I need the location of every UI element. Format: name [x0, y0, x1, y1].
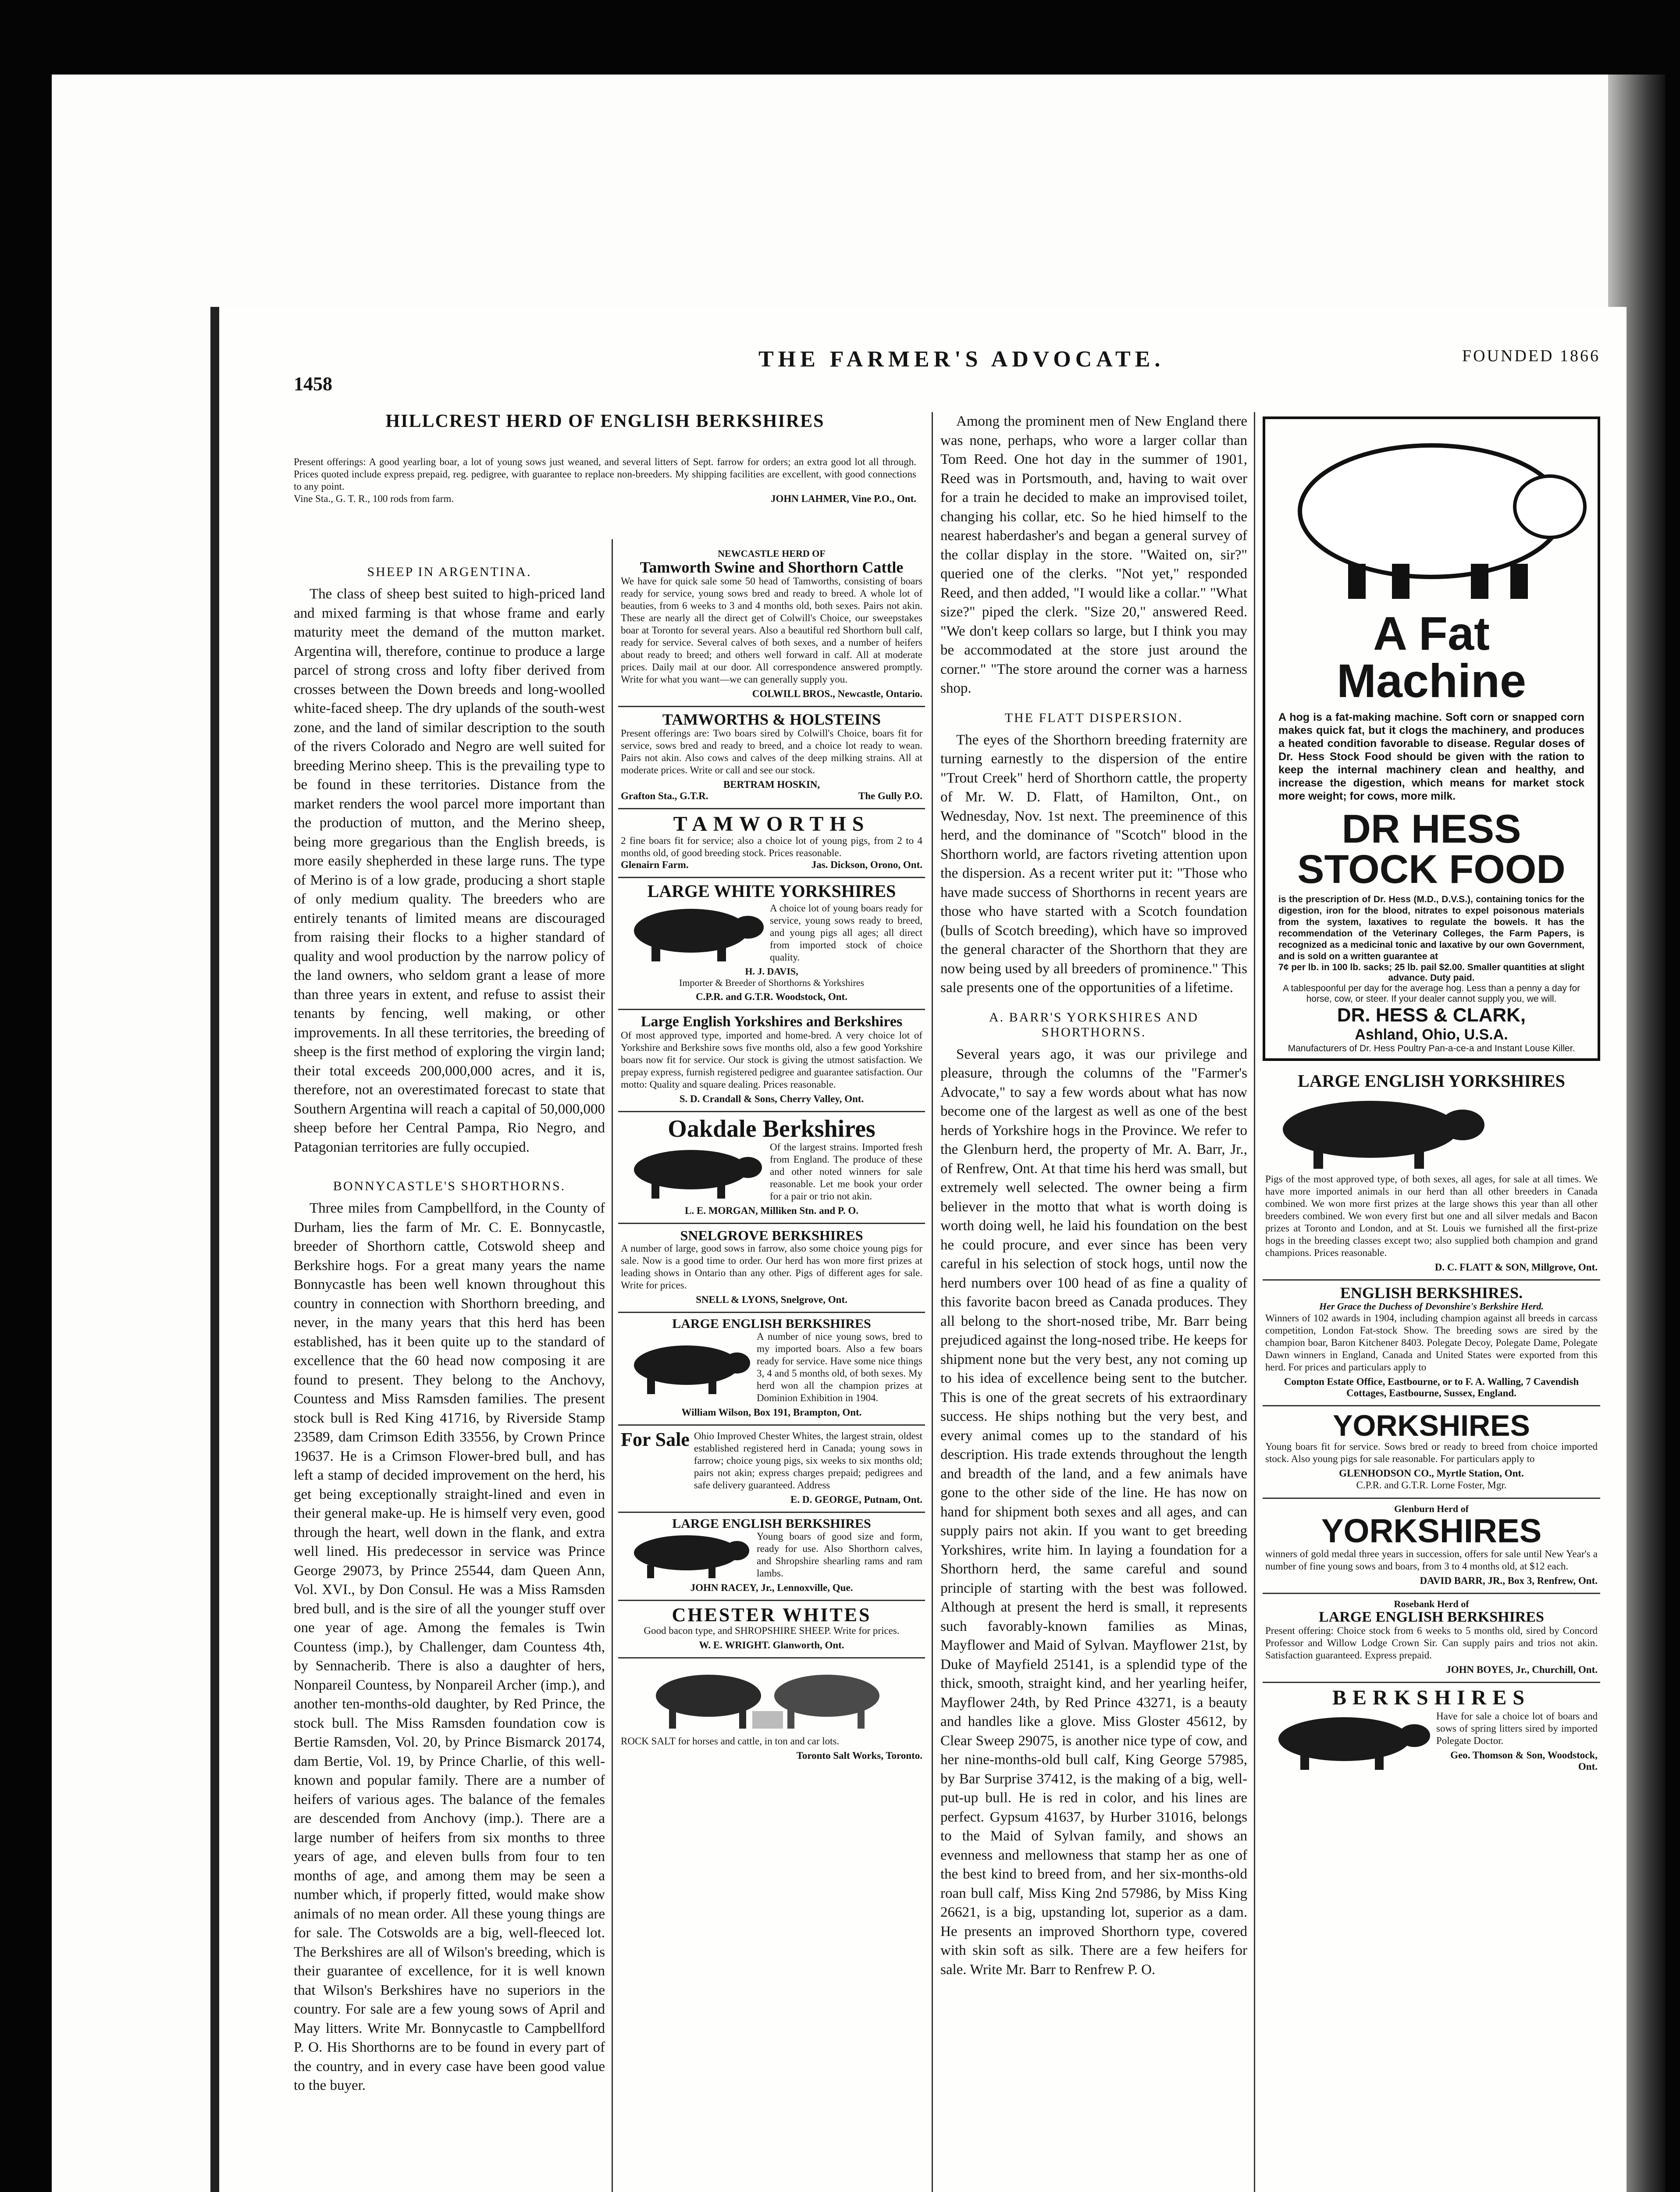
hillcrest-body: Present offerings: A good yearling boar, a lot of young sows just weaned, and several litters of Sept. farrow for orders; an extra good lot all through. Prices quoted include express prepaid, reg. pedigree, with guarantee to replace non-breeders. My shipping facilities are excellent, with good connections to any point. — [294, 456, 916, 492]
compton-sign: Compton Estate Office, Eastbourne, or to F. A. Walling, 7 Cavendish Cottages, Eastbourne, Sussex, England. — [1284, 1376, 1579, 1398]
rocksalt-sign: Toronto Salt Works, Toronto. — [796, 1750, 922, 1761]
ad-dr-hess — [1263, 416, 1600, 1061]
racey-sign: JOHN RACEY, Jr., Lennoxville, Que. — [690, 1582, 853, 1593]
wilson-title: LARGE ENGLISH BERKSHIRES — [672, 1317, 871, 1331]
bonnycastle-text: Three miles from Campbellford, in the County of Durham, lies the farm of Mr. C. E. Bonnycastle, breeder of Shorthorn cattle, Cotswold sheep and Berkshire hogs. For a great many years the name Bonnycastle has been well known throughout this country in connection with Shorthorn breeding, and never, in the many years that this herd has been established, has it been quite up to the standard of excellence that the 60 head now composing it are found to present. They belong to the Anchovy, Countess and Miss Ramsden families. The present stock bull is Red King 41716, by Riverside Stamp 23589, dam Crimson Edith 33556, by Crown Prince 19637. He is a Crimson Flower-bred bull, and has left a stamp of decided improvement on the herd, his get being exceptionally straight-lined and even in their general make-up. He is himself very even, good through the heart, well down in the flank, and extra well lined. His predecessor in service was Prince George 29073, by Prince 25544, dam Queen Ann, Vol. XVI., by Don Consul. He was a Miss Ramsden bred bull, and is the sire of all the younger stuff over one year of age. Among the females is Twin Countess (imp.), by Challenger, dam Countess 4th, by Sennacherib. There is also a daughter of hers, Nonpareil Countess, by Nonpareil Archer (imp.), and another ten-months-old daughter, by Red Prince, the stock bull. The Miss Ramsden foundation cow is Bertie Ramsden, Vol. 20, by Prince Bismarck 20174, dam Bertie, Vol. 19, by Prince Charlie, of this well-known and popular family. There are a number of heifers of various ages. The balance of the females are descended from Anchovy (imp.). There are a large number of heifers from six months to three years of age, and eleven bulls from four to ten months of age, and among them may be seen a number which, if properly fitted, would make show animals of no mean order. All these young things are for sale. The Cotswolds are a big, well-fleeced lot. The Berkshires are all of Wilson's breeding, which is their guarantee of excellence, for it is well known that Wilson's Berkshires have no superiors in the country. For sale are a few young sows of April and May litters. Write Mr. Bonnycastle to Campbellford P. O. His Shorthorns are to be found in every part of the country, and in every case have been good value to the buyer. — [294, 1200, 605, 2093]
glenhodson-body: Young boars fit for service. Sows bred or ready to breed from choice imported stock. Also young pigs for sale reasonable. For particulars apply to — [1265, 1441, 1598, 1464]
pig-illustration-icon — [1265, 1708, 1432, 1774]
rocksalt-body: ROCK SALT for horses and cattle, in ton and car lots. — [621, 1736, 840, 1747]
ad-rock-salt — [618, 1658, 925, 1768]
tamhol-body: Present offerings are: Two boars sired by Colwill's Choice, boars fit for service, sows bred and ready to breed, and a choice lot ready to wean. Pairs not akin. Also cows and calves of the deep milking strains. All at moderate prices. Write or call and see our stock. — [621, 728, 922, 776]
fat-hog-illustration-icon — [1274, 423, 1589, 608]
pig-illustration-icon — [621, 1531, 752, 1579]
newcastle-title: Tamworth Swine and Shorthorn Cattle — [640, 559, 904, 576]
ad-large-white-yorkshires — [618, 878, 925, 1010]
pig-illustration-icon — [1265, 1090, 1493, 1173]
running-header — [294, 346, 1600, 412]
lwy-row — [621, 900, 922, 966]
flatt-ad-body: Pigs of the most approved type, of both sexes, all ages, for sale at all times. We have more imported animals in our herd than all other breeders in Canada combined. We won more first prizes at the large shows this year than all other breeders combined. We won every first but one and all silver medals and Bacon prizes at Toronto and London, and at St. Louis we furnished all the first-prize hogs in the breeding classes except two; also supplied both champion and grand champions. Prices reasonable. — [1265, 1174, 1598, 1258]
hess-logo-line-1: DR HESS — [1342, 807, 1521, 851]
chester-title: CHESTER WHITES — [672, 1604, 872, 1626]
newcastle-body: We have for quick sale some 50 head of Tamworths, consisting of boars ready for service, young sows bred and ready to breed. A whole lot of beauties, from 6 weeks to 3 and 4 months old, both sexes. Pairs not akin. These are nearly all the direct get of Colwill's Choice, our sweepstakes boar at Toronto for several years. Also a beautiful red Shorthorn bull calf, ready for service. Several calves of both sexes, and a number of heifers about ready to breed; and others well forward in calf. All at moderate prices. Daily mail at our door. All correspondence answered promptly. Write for what you want—we can generally supply you. — [621, 576, 922, 685]
lwy-name: H. J. DAVIS, — [745, 966, 798, 977]
thomson-text — [1436, 1710, 1598, 1772]
crandall-sign: S. D. Crandall & Sons, Cherry Valley, Ont. — [679, 1093, 864, 1104]
ad-racey — [618, 1513, 925, 1601]
newcastle-sign: COLWILL BROS., Newcastle, Ontario. — [752, 688, 922, 699]
for-sale-title: For Sale — [621, 1429, 690, 1450]
ad-wilson — [618, 1313, 925, 1426]
page-binding-edge — [210, 307, 219, 2192]
newspaper-page — [210, 307, 1627, 2192]
oakdale-title: Oakdale Berkshires — [668, 1115, 876, 1142]
glenburn-sign: DAVID BARR, JR., Box 3, Renfrew, Ont. — [1420, 1575, 1598, 1586]
glenhodson-foot: C.P.R. and G.T.R. Lorne Foster, Mgr. — [1356, 1480, 1507, 1491]
tamhol-place2: The Gully P.O. — [858, 790, 922, 801]
hess-price: 7¢ per lb. in 100 lb. sacks; 25 lb. pail $2.00. Smaller quantities at slight advance. Duty paid. — [1278, 962, 1584, 983]
column-1-articles — [294, 552, 605, 2192]
rosebank-body: Present offering: Choice stock from 6 weeks to 5 months old, sired by Concord Professor and Willow Lodge Crown Sir. Can supply pairs and trios not akin. Satisfaction guaranteed. Express prepaid. — [1265, 1625, 1598, 1661]
lwy-sign: C.P.R. and G.T.R. Woodstock, Ont. — [696, 991, 847, 1002]
newcastle-pre: NEWCASTLE HERD OF — [718, 548, 826, 559]
flatt-ad-row — [1265, 1090, 1598, 1173]
pig-illustration-icon — [621, 1339, 752, 1396]
hillcrest-body-wrap — [294, 456, 916, 505]
rosebank-pre: Rosebank Herd of — [1394, 1598, 1469, 1609]
ad-for-sale-george — [618, 1426, 925, 1513]
oakdale-row — [621, 1141, 922, 1203]
glenburn-pre: Glenburn Herd of — [1394, 1503, 1469, 1514]
hess-logo-line-2: STOCK FOOD — [1297, 847, 1566, 892]
ad-crandall — [618, 1010, 925, 1112]
hess-address: Ashland, Ohio, U.S.A. — [1355, 1026, 1508, 1043]
flatt-ad-sign: D. C. FLATT & SON, Millgrove, Ont. — [1434, 1262, 1598, 1273]
hess-body: is the prescription of Dr. Hess (M.D., D.V.S.), containing tonics for the digestion, iron for the blood, nitrates to expel poisonous materials from the system, laxatives to regulate the bowels. It has the recommendation of the Veterinary Colleges, the Farm Papers, is recognized as a medicinal tonic and laxative by our own Government, and is sold on a written guarantee at — [1278, 894, 1584, 961]
hillcrest-address: Vine Sta., G. T. R., 100 rods from farm. — [294, 493, 454, 504]
tamworths-sign-row — [621, 859, 922, 871]
column-2-ads — [618, 544, 925, 2192]
snelgrove-sign: SNELL & LYONS, Snelgrove, Ont. — [696, 1294, 847, 1305]
wilson-sign: William Wilson, Box 191, Brampton, Ont. — [681, 1407, 862, 1418]
tamworths-sign: Jas. Dickson, Orono, Ont. — [811, 859, 922, 870]
glenhodson-sign: GLENHODSON CO., Myrtle Station, Ont. — [1339, 1468, 1524, 1479]
for-sale-row — [621, 1430, 922, 1491]
flatt-ad-title: LARGE ENGLISH YORKSHIRES — [1298, 1071, 1565, 1091]
ad-flatt-yorkshires — [1263, 1061, 1600, 1281]
tamworths-body: 2 fine boars fit for service; also a choice lot of young pigs, from 2 to 4 months old, of good breeding stock. Prices reasonable. — [621, 835, 922, 858]
snelgrove-title: SNELGROVE BERKSHIRES — [680, 1228, 863, 1243]
crandall-body: Of most approved type, imported and home-bred. A very choice lot of Yorkshire and Berkshire sows five months old, also a few good Yorkshire boars now fit for service. Our stock is giving the utmost satisfaction. We prepay express, furnish registered pedigree and guarantee satisfaction. Our motto: Quality and square dealing. Prices reasonable. — [621, 1030, 922, 1090]
racey-body: Young boars of good size and form, ready for use. Also Shorthorn calves, and Shropshire shearling rams and ram lambs. — [757, 1531, 922, 1579]
hess-body-2: A tablespoonful per day for the average hog. Less than a penny a day for horse, cow, or steer. If your dealer cannot supply you, we will. — [1282, 983, 1580, 1004]
reed-anecdote: Among the prominent men of New England there was none, perhaps, who wore a larger collar than Tom Reed. One hot day in the summer of 1901, Reed was in Portsmouth, and, having to wait over for a train he decided to make an improvised toilet, changing his collar, etc. So he hied himself to the nearest haberdasher's and began a general survey of the collar display in the store. "Waited on, sir?" queried one of the clerks. "Not yet," responded Reed, and then added, "I would like a collar." "What size?" piped the clerk. "Size 20," answered Reed. "We don't keep collars so large, but I think you may be accommodated at the store just around the corner." "The store around the corner was a harness shop. — [940, 413, 1247, 696]
compton-sub: Her Grace the Duchess of Devonshire's Berkshire Herd. — [1319, 1301, 1544, 1312]
ad-glenburn — [1263, 1499, 1600, 1594]
wilson-row — [621, 1331, 922, 1404]
fat-title-2: Machine — [1336, 654, 1527, 707]
ad-compton — [1263, 1281, 1600, 1406]
flatt-text: The eyes of the Shorthorn breeding fraternity are turning earnestly to the dispersion of the entire "Trout Creek" herd of Shorthorn cattle, the property of Mr. W. D. Flatt, of Hamilton, Ont., on Wednesday, Nov. 1st next. The preeminence of this herd, and the dominance of "Scotch" blood in the Shorthorn world, are factors riveting attention upon the dispersion. As a recent writer put it: "Those who have made success of Shorthorns in recent years are those who have started with a Scotch foundation (bulls of Scotch breeding), which have so improved the general character of the Shorthorn that they are now being used by all breeders of prominence." This sale presents one of the opportunities of a lifetime. — [940, 732, 1247, 996]
compton-body: Winners of 102 awards in 1904, including champion against all breeds in carcass competition, London Fat-stock Show. The breeding sows are sired by the champion boar, Baron Kitchener 8403. Polegate Decoy, Polegate Dame, Polegate Dawn winners in England, Canada and United States were exported from this herd. For prices and particulars apply to — [1265, 1313, 1598, 1373]
rosebank-title: LARGE ENGLISH BERKSHIRES — [1319, 1609, 1544, 1625]
sheep-text: The class of sheep best suited to high-priced land and mixed farming is that whose frame and early maturity meet the demand of the mutton market. Argentina will, therefore, continue to produce a large parcel of strong cross and lofty fiber derived from crosses between the Down breeds and long-woolled white-faced sheep. The dry uplands of the south-west zone, and the land of similar description to the south of the rivers Colorado and Negro are well suited for breeding Merino sheep. This is the prevailing type to be found in these territories. Distance from the market renders the wool parcel more important than the production of mutton, and the Merino sheep, being more gregarious than the English breeds, is more easily shepherded in these large runs. The type of Merino is of a low grade, producing a short staple of only medium quality. The breeders who are entirely tenants of limited means are discouraged from raising their flocks to a higher standard of quality and wool production by the narrow policy of the land owners, who seldom grant a lease of more than three years in extent, and refuse to assist their tenants by fencing, well making, or other improvements. In all these territories, the breeding of sheep is the first method of exploring the virgin land; their total exceeds 200,000,000 acres, and it is, therefore, not an overestimated forecast to state that Southern Argentina will reach a capital of 50,000,000 sheep before her Central Pampa, Rio Negro, and Patagonian territories are fully occupied. — [294, 586, 605, 1155]
ad-chester-whites — [618, 1601, 925, 1658]
page-number: 1458 — [294, 373, 332, 395]
wilson-body: A number of nice young sows, bred to my imported boars. Also a few boars ready for service. Have some nice things 3, 4 and 5 months old, of both sexes. My herd won all the champion prizes at Dominion Exhibition in 1904. — [757, 1331, 922, 1403]
bonnycastle-heading: BONNYCASTLE'S SHORTHORNS. — [333, 1179, 566, 1193]
fat-title-1: A Fat — [1373, 607, 1490, 660]
crandall-title: Large English Yorkshires and Berkshires — [641, 1014, 903, 1030]
tamhol-place-row — [621, 790, 922, 802]
founded-date: FOUNDED 1866 — [1462, 347, 1600, 365]
tamworths-place: Glenairn Farm. — [621, 859, 689, 870]
sheep-heading: SHEEP IN ARGENTINA. — [367, 565, 532, 579]
thomson-body: Have for sale a choice lot of boars and sows of spring litters sired by imported Polegate Doctor. — [1436, 1711, 1598, 1746]
lwy-body: A choice lot of young boars ready for service, young sows ready to breed, and young pigs all ages; all direct from imported stock of choice quality. — [770, 903, 922, 963]
hillcrest-title: HILLCREST HERD OF ENGLISH BERKSHIRES — [385, 411, 825, 431]
pig-illustration-icon — [621, 900, 765, 966]
column-rule-1 — [612, 539, 613, 2192]
rosebank-sign: JOHN BOYES, Jr., Churchill, Ont. — [1446, 1664, 1598, 1675]
ad-newcastle — [618, 544, 925, 707]
snelgrove-body: A number of large, good sows in farrow, also some choice young pigs for sale. Now is a good time to order. Our herd has won more first prizes at leading shows in Ontario than any other. Pigs of different ages for sale. Write for prices. — [621, 1243, 922, 1291]
tamworths-title: TAMWORTHS — [673, 812, 870, 836]
thomson-title: BERKSHIRES — [1332, 1686, 1531, 1709]
compton-title: ENGLISH BERKSHIRES. — [1340, 1284, 1523, 1302]
column-rule-3 — [1254, 412, 1255, 2192]
cattle-illustration-icon — [621, 1663, 919, 1733]
tamhol-sign: BERTRAM HOSKIN, — [723, 779, 820, 790]
tamhol-place: Grafton Sta., G.T.R. — [621, 790, 708, 801]
glenburn-title: YORKSHIRES — [1321, 1512, 1542, 1550]
column-rule-2 — [932, 412, 933, 2192]
flatt-heading: THE FLATT DISPERSION. — [1004, 710, 1183, 725]
racey-title: LARGE ENGLISH BERKSHIRES — [672, 1516, 871, 1531]
ad-tamworths-holsteins — [618, 707, 925, 809]
masthead-title: THE FARMER'S ADVOCATE. — [758, 347, 1165, 372]
chester-sign: W. E. WRIGHT. Glanworth, Ont. — [699, 1640, 844, 1651]
lwy-title: LARGE WHITE YORKSHIRES — [647, 881, 896, 901]
ad-thomson-berkshires — [1263, 1683, 1600, 1780]
glenburn-body: winners of gold medal three years in succession, offers for sale until New Year's a number of fine young sows and boars, from 3 to 4 months old, at $12 each. — [1265, 1548, 1598, 1572]
oakdale-sign: L. E. MORGAN, Milliken Stn. and P. O. — [685, 1205, 858, 1216]
tamhol-title: TAMWORTHS & HOLSTEINS — [662, 711, 881, 728]
thomson-sign: Geo. Thomson & Son, Woodstock, Ont. — [1450, 1750, 1598, 1772]
column-4-ads — [1263, 416, 1600, 2192]
hillcrest-sign: JOHN LAHMER, Vine P.O., Ont. — [770, 493, 916, 504]
oakdale-body: Of the largest strains. Imported fresh from England. The produce of these and other noted winners for sale reasonable. Let me book your order for a pair or trio not akin. — [770, 1142, 922, 1202]
ad-oakdale — [618, 1112, 925, 1224]
thomson-row — [1265, 1708, 1598, 1774]
for-sale-body: Ohio Improved Chester Whites, the largest strain, oldest established registered herd in Canada; young sows in farrow; choice young pigs, six weeks to six months old; pairs not akin; express charges prepaid; pedigrees and safe delivery guaranteed. Address — [694, 1430, 922, 1491]
ad-hillcrest — [294, 411, 825, 431]
hess-firm: DR. HESS & CLARK, — [1337, 1004, 1526, 1026]
lwy-line: Importer & Breeder of Shorthorns & Yorkshires — [679, 977, 865, 988]
ad-tamworths — [618, 809, 925, 878]
ad-rosebank — [1263, 1594, 1600, 1683]
hess-footer: Manufacturers of Dr. Hess Poultry Pan-a-ce-a and Instant Louse Killer. — [1288, 1043, 1575, 1053]
barr-heading: A. BARR'S YORKSHIRES AND SHORTHORNS. — [989, 1010, 1199, 1039]
barr-text: Several years ago, it was our privilege and pleasure, through the columns of the "Farmer's Advocate," to say a few words about what has now become one of the largest as well as one of the best herds of Yorkshire hogs in the Province. We refer to the Glenburn herd, the property of Mr. A. Barr, Jr., of Renfrew, Ont. At that time his herd was small, but extremely well selected. The owner being a firm believer in the motto that what is worth doing is worth doing well, he laid his foundation on the best he could procure, and ever since has been very careful in his selection of stock hogs, until now the herd numbers over 100 head of as fine a quality of this favorite bacon breed as Canada produces. They all belong to the short-nosed tribe, Mr. Barr being prejudiced against the long-nosed tribe. He keeps for shipment none but the very best, any not coming up to his idea of excellence being sent to the butcher. This is one of the great secrets of his extraordinary success. He ships nothing but the very best, and every animal comes up to the standard of his description. His trade extends throughout the length and breadth of the land, and a few animals have gone to the other side of the line. He has now on hand for shipment both sexes and all ages, and can supply pairs not akin. If you want to get breeding Yorkshires, write him. In laying a foundation for a Shorthorn herd, the same careful and sound principle of starting with the best was followed. Although at present the herd is small, it represents such favorably-known families as Minas, Mayflower and Maid of Sylvan. Mayflower 21st, by Duke of Mayfield 25141, is a splendid type of the thick, smooth, straight kind, and her yearling heifer, Mayflower 24th, by Red Prince 43271, is a beauty and handles like a glove. Miss Gloster 45612, by Clear Sweep 29075, is another nice type of cow, and her nine-months-old bull calf, King George 57985, by Bar Surprise 37412, is the making of a big, well-put-up bull. He is red in color, and his lines are perfect. Gypsum 41637, by Hurber 31016, belongs to the Maid of Sylvan family, and shows an evenness and mellowness that stamp her as one of the best kind to breed from, and her six-months-old roan bull calf, Miss King 2nd 57986, by Miss King 26621, is a big, upstanding lot, superior as a dam. He presents an improved Shorthorn type, covered with skin soft as silk. There are a few heifers for sale. Write Mr. Barr to Renfrew P. O. — [940, 1046, 1247, 1978]
chester-body: Good bacon type, and SHROPSHIRE SHEEP. Write for prices. — [644, 1625, 900, 1636]
pig-illustration-icon — [621, 1143, 765, 1200]
ad-snelgrove — [618, 1224, 925, 1313]
fat-body: A hog is a fat-making machine. Soft corn or snapped corn makes quick fat, but it clogs the machinery, and produces a heated condition favorable to disease. Regular doses of Dr. Hess Stock Food should be given with the ration to keep the internal machinery clean and healthy, and increase the digestion, which means for market stock more weight; for cows, more milk. — [1278, 711, 1584, 802]
racey-row — [621, 1530, 922, 1580]
column-3 — [940, 412, 1247, 2192]
glenhodson-title: YORKSHIRES — [1333, 1409, 1530, 1442]
for-sale-sign: E. D. GEORGE, Putnam, Ont. — [790, 1494, 922, 1505]
ad-glenhodson — [1263, 1406, 1600, 1499]
